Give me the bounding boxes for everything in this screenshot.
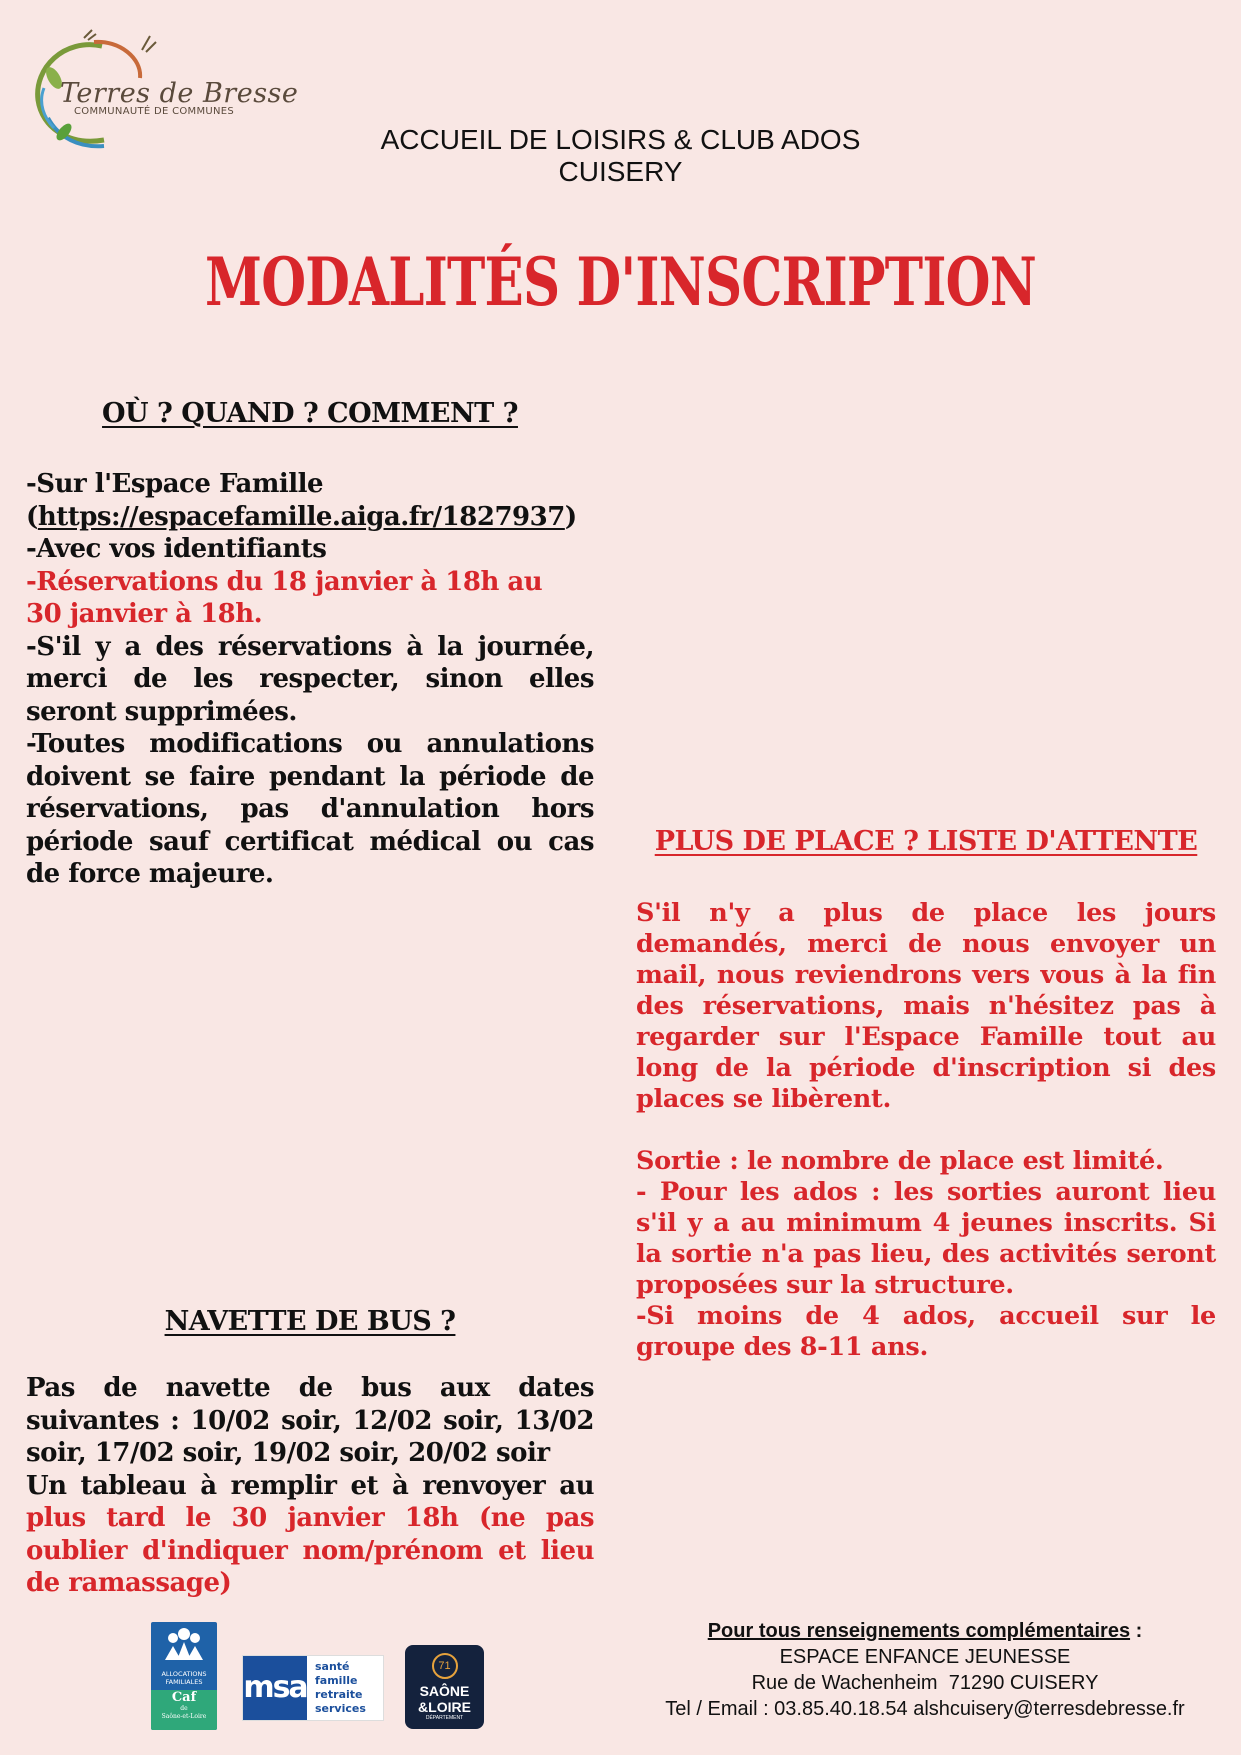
espace-famille-link[interactable]: https://espacefamille.aiga.fr/1827937 — [37, 501, 565, 532]
navette-tableau-black: Un tableau à remplir et à renvoyer au — [26, 1470, 594, 1501]
heading-attente: PLUS DE PLACE ? LISTE D'ATTENTE — [654, 826, 1198, 857]
msa-logo — [242, 1655, 384, 1721]
attente-para-1: S'il n'y a plus de place les jours demandés, merci de nous envoyer un mail, nous reviendrons vers vous à la fin des réservations, mais n'hésitez pas à regarder sur l'Espace Famille tout au long de la période d'inscription si des places se libèrent. — [636, 898, 1216, 1114]
heading-inscription: OÙ ? QUAND ? COMMENT ? — [102, 398, 518, 429]
caf-line-2: FAMILIALES — [165, 1678, 203, 1686]
msa-line-3: retraite — [315, 1688, 363, 1701]
inscription-line-3: -Avec vos identifiants — [26, 534, 327, 564]
header-line-2: CUISERY — [558, 156, 683, 187]
dept-number: 71 — [432, 1653, 458, 1679]
contact-title-suffix: : — [1130, 1620, 1143, 1642]
sortie-limit: Sortie : le nombre de place est limité. — [636, 1146, 1164, 1176]
caf-name: Caf — [171, 1690, 197, 1705]
ados-sorties: - Pour les ados : les sorties auront lieu s'il y a au minimum 4 jeunes inscrits. Si la sortie n'a pas lieu, des activités seront proposées sur la structure. — [636, 1177, 1216, 1300]
heading-navette: NAVETTE DE BUS ? — [164, 1306, 456, 1337]
navette-dates: Pas de navette de bus aux dates suivantes : 10/02 soir, 12/02 soir, 13/02 soir, 17/02 soir, 19/02 soir, 20/02 soir — [26, 1373, 594, 1468]
inscription-line-1: -Sur l'Espace Famille — [26, 469, 324, 499]
msa-mark: msa — [243, 1656, 307, 1720]
msa-line-2: famille — [315, 1674, 358, 1687]
contact-address: Rue de Wachenheim 71290 CUISERY — [751, 1672, 1099, 1694]
logo-name: Terres de Bresse — [60, 78, 299, 109]
header-line-1: ACCUEIL DE LOISIRS & CLUB ADOS — [380, 124, 861, 155]
inscription-block — [26, 468, 594, 891]
contact-tel-email[interactable]: Tel / Email : 03.85.40.18.54 alshcuisery@terresdebresse.fr — [665, 1698, 1185, 1720]
page-title: MODALITÉS D'INSCRIPTION — [205, 243, 1036, 321]
contact-title: Pour tous renseignements complémentaires — [707, 1620, 1131, 1642]
reservation-dates-1: -Réservations du 18 janvier à 18h au — [26, 566, 543, 597]
logo-subtitle: COMMUNAUTÉ DE COMMUNES — [74, 106, 235, 117]
msa-line-1: santé — [315, 1660, 350, 1673]
dept-line-2: &LOIRE — [418, 1699, 471, 1715]
navette-block — [26, 1372, 594, 1600]
dept-line-3: DÉPARTEMENT — [425, 1715, 464, 1721]
caf-region: Saône-et-Loire — [161, 1713, 207, 1720]
caf-line-1: ALLOCATIONS — [161, 1670, 207, 1678]
attente-block — [636, 898, 1216, 1363]
inscription-para-1: -S'il y a des réservations à la journée, merci de les respecter, sinon elles seront supprimées. — [26, 631, 594, 727]
msa-line-4: services — [315, 1702, 366, 1715]
contact-org: ESPACE ENFANCE JEUNESSE — [779, 1646, 1071, 1668]
caf-family-icon — [151, 1622, 217, 1666]
espace-famille-link-wrap: (https://espacefamille.aiga.fr/1827937) — [26, 501, 577, 532]
caf-de: de — [180, 1705, 188, 1712]
departement-logo — [405, 1645, 484, 1729]
dept-line-1: SAÔNE — [419, 1683, 470, 1699]
contact-block — [620, 1618, 1230, 1722]
navette-tableau — [26, 1470, 594, 1600]
navette-tableau-red: plus tard le 30 janvier 18h (ne pas oublier d'indiquer nom/prénom et lieu de ramassage) — [26, 1503, 594, 1598]
groupe-8-11: -Si moins de 4 ados, accueil sur le groupe des 8-11 ans. — [636, 1301, 1216, 1362]
reservation-dates-2: 30 janvier à 18h. — [26, 599, 263, 629]
caf-logo — [151, 1622, 217, 1730]
inscription-para-2: -Toutes modifications ou annulations doivent se faire pendant la période de réservations, pas d'annulation hors période sauf certificat médical ou cas de force majeure. — [26, 729, 594, 889]
